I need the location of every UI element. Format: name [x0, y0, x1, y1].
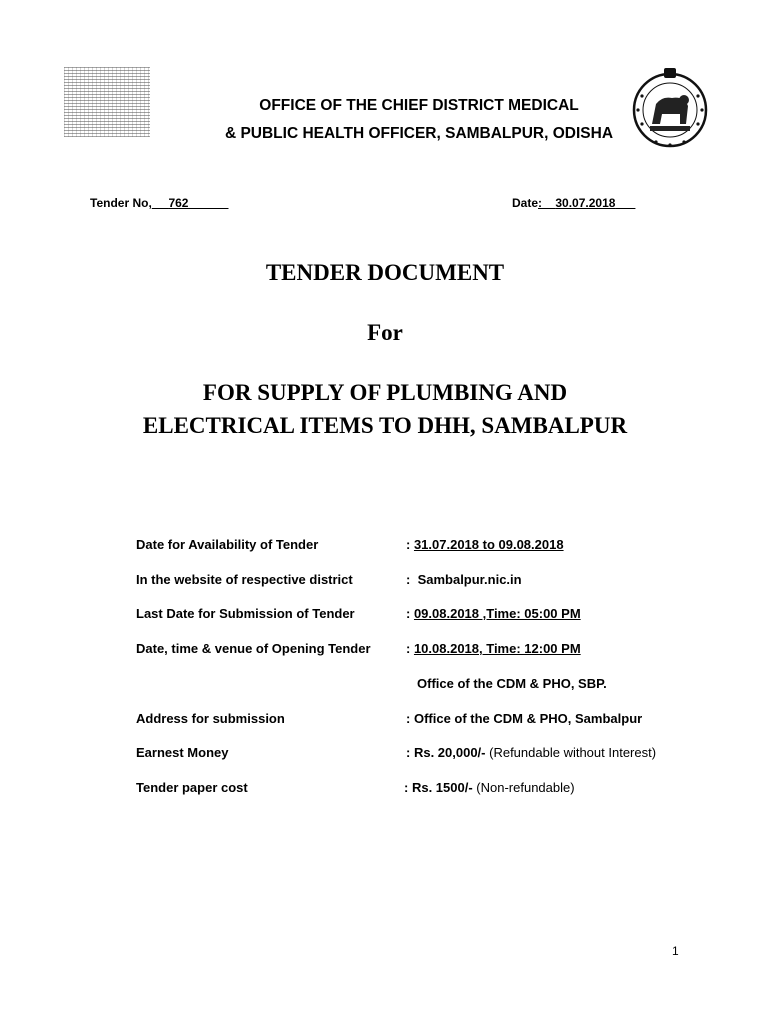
- document-title: TENDER DOCUMENT: [265, 260, 505, 285]
- earnest-money-value: : Rs. 20,000/- (Refundable without Interest): [406, 745, 657, 760]
- detail-row-availability: [136, 537, 736, 557]
- availability-value: : 31.07.2018 to 09.08.2018: [406, 537, 564, 552]
- last-date-label: Last Date for Submission of Tender: [136, 606, 355, 621]
- office-title-line1: OFFICE OF THE CHIEF DISTRICT MEDICAL: [259, 97, 579, 114]
- tender-number-label: Tender No,: [90, 196, 152, 210]
- document-subject-line2: ELECTRICAL ITEMS TO DHH, SAMBALPUR: [142, 413, 628, 438]
- opening-venue: Office of the CDM & PHO, SBP.: [417, 676, 607, 691]
- detail-row-website: [136, 572, 736, 592]
- document-subject-line1: FOR SUPPLY OF PLUMBING AND: [202, 380, 568, 405]
- tender-date: [512, 196, 635, 210]
- address-label: Address for submission: [136, 711, 285, 726]
- opening-label: Date, time & venue of Opening Tender: [136, 641, 371, 656]
- paper-cost-value: : Rs. 1500/- (Non-refundable): [404, 780, 575, 795]
- website-label: In the website of respective district: [136, 572, 353, 587]
- detail-row-last-date: [136, 606, 736, 626]
- detail-row-opening: [136, 641, 736, 661]
- opening-value: : 10.08.2018, Time: 12:00 PM: [406, 641, 581, 656]
- tender-number-value: 762: [168, 196, 189, 210]
- detail-row-paper-cost: [136, 780, 736, 800]
- document-title-for: For: [367, 320, 403, 345]
- detail-row-address: [136, 711, 736, 731]
- paper-cost-note: (Non-refundable): [476, 780, 575, 795]
- detail-row-earnest-money: [136, 745, 736, 765]
- last-date-value: : 09.08.2018 ,Time: 05:00 PM: [406, 606, 581, 621]
- tender-date-label: Date: [512, 196, 539, 210]
- page-number: 1: [672, 944, 679, 958]
- tender-number: [90, 196, 229, 210]
- tender-date-value: : 30.07.2018: [538, 196, 616, 210]
- paper-cost-label: Tender paper cost: [136, 780, 248, 795]
- earnest-money-label: Earnest Money: [136, 745, 229, 760]
- address-value: : Office of the CDM & PHO, Sambalpur: [406, 711, 643, 726]
- detail-row-opening-venue: [136, 676, 736, 696]
- website-value: : Sambalpur.nic.in: [406, 572, 522, 587]
- availability-label: Date for Availability of Tender: [136, 537, 319, 552]
- earnest-money-note: (Refundable without Interest): [489, 745, 657, 760]
- office-title-line2: & PUBLIC HEALTH OFFICER, SAMBALPUR, ODISHA: [224, 125, 614, 142]
